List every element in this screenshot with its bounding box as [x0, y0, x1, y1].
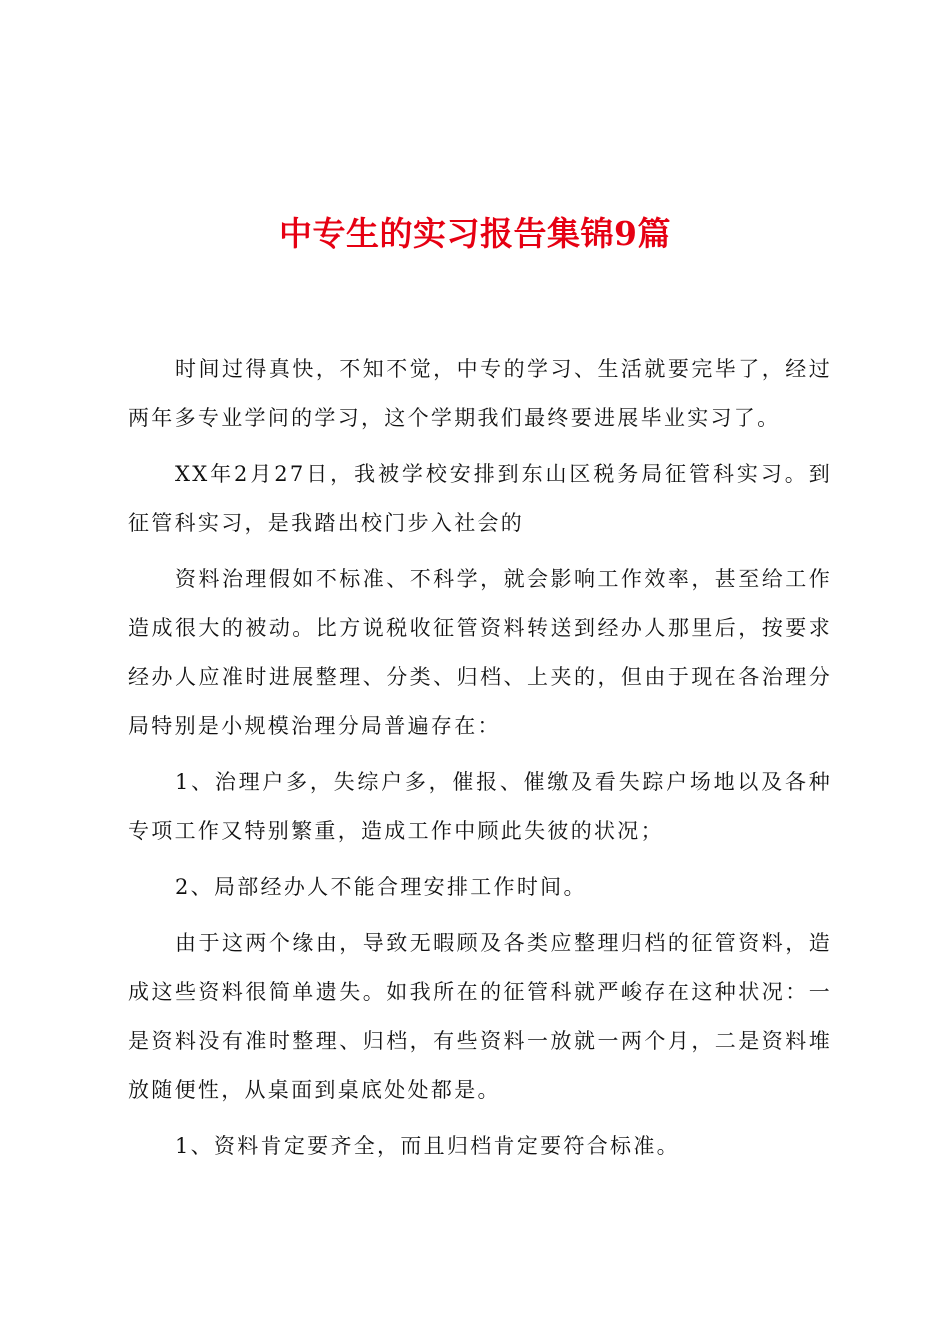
paragraph: 资料治理假如不标准、不科学，就会影响工作效率，甚至给工作造成很大的被动。比方说税收征管资料转送到经办人那里后，按要求经办人应准时进展整理、分类、归档、上夹的，但由于现在各治理分局特别是小规模治理分局普遍存在：: [128, 567, 832, 738]
paragraph: XX年2月27日，我被学校安排到东山区税务局征管科实习。到征管科实习，是我踏出校门步入社会的: [128, 462, 832, 535]
document-title: 中专生的实习报告集锦9篇: [279, 214, 671, 253]
paragraph: 2、局部经办人不能合理安排工作时间。: [175, 875, 587, 899]
document-body: [128, 345, 832, 1178]
paragraph: 时间过得真快，不知不觉，中专的学习、生活就要完毕了，经过两年多专业学问的学习，这个学期我们最终要进展毕业实习了。: [128, 357, 832, 430]
paragraph: 由于这两个缘由，导致无暇顾及各类应整理归档的征管资料，造成这些资料很简单遗失。如我所在的征管科就严峻存在这种状况：一是资料没有准时整理、归档，有些资料一放就一两个月，二是资料堆放随便性，从桌面到桌底处处都是。: [128, 931, 832, 1102]
paragraph: 1、治理户多，失综户多，催报、催缴及看失踪户场地以及各种专项工作又特别繁重，造成工作中顾此失彼的状况；: [128, 770, 832, 843]
paragraph: 1、资料肯定要齐全，而且归档肯定要符合标准。: [175, 1134, 680, 1158]
